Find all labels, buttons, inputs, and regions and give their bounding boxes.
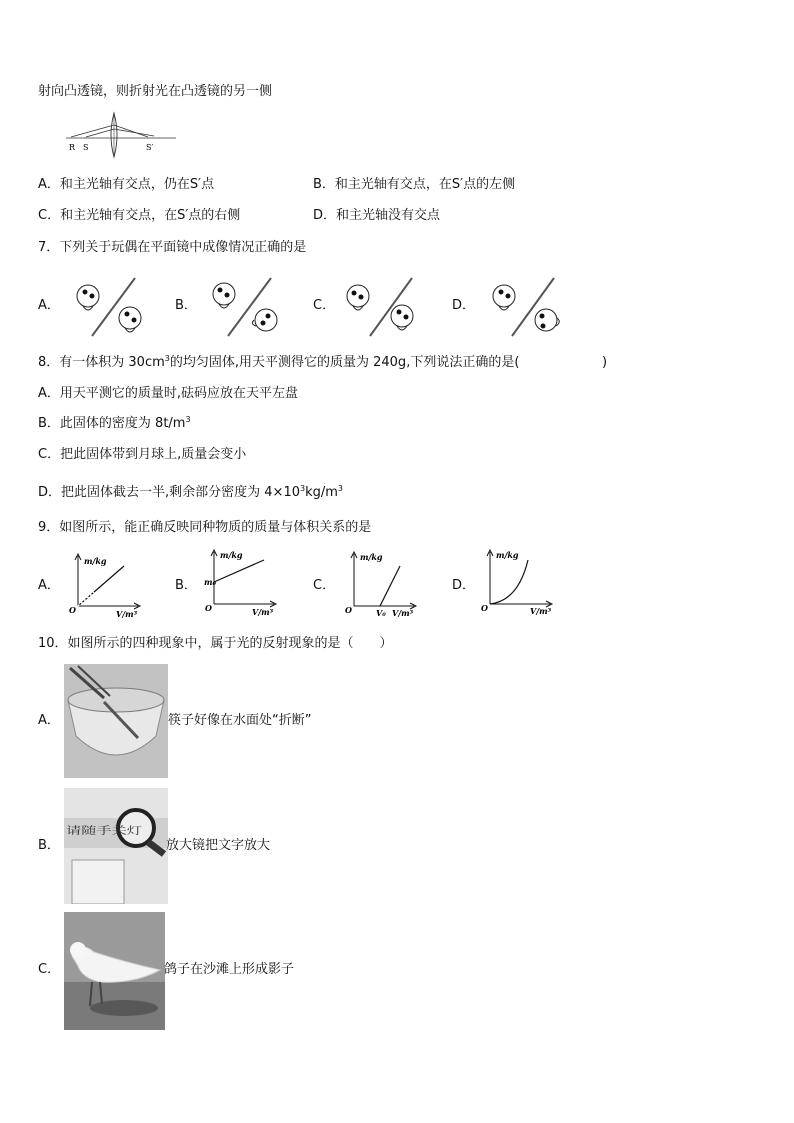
q8-option-b-text: B．此固体的密度为 8t/m [38,416,186,431]
lens-ray-diagram [66,110,176,160]
q10-option-c-text: 鸽子在沙滩上形成影子 [164,962,295,977]
q10-stem: 10．如图所示的四种现象中，属于光的反射现象的是（ ） [38,636,393,651]
mass-volume-graph-a [66,550,146,620]
q9-stem: 9．如图所示，能正确反映同种物质的质量与体积关系的是 [38,520,372,535]
q10-option-a-label: A． [38,713,60,728]
q8-option-d-unit: kg/m [305,485,338,500]
q6-option-a: A．和主光轴有交点，仍在S′点 [38,177,215,192]
q8-option-a: A．用天平测它的质量时,砝码应放在天平左盘 [38,386,299,401]
mirror-figure-b [206,276,296,336]
q8-option-d-sup2: 3 [337,484,343,493]
axis-x-label: V/m³ [116,609,138,619]
q10-option-b-label: B． [38,838,60,853]
q8-stem-pre: 8．有一体积为 30cm [38,355,165,370]
sign-text: 请随手关灯 [66,826,116,837]
axis-y-label: m/kg [360,552,383,562]
axis-y-label: m/kg [496,550,519,560]
q9-option-b-label: B． [175,578,197,593]
q10-option-c-label: C． [38,962,61,977]
chopsticks-bowl-photo [64,664,168,778]
q8-stem-close: ) [602,355,608,370]
mirror-figure-c [340,276,430,336]
pigeon-shadow-photo [64,912,165,1030]
q9-option-a-label: A． [38,578,60,593]
q9-option-c-label: C． [313,578,336,593]
q7-option-b-label: B． [175,298,197,313]
point-s-prime-label: S′ [146,143,154,152]
q7-option-d-label: D． [452,298,476,313]
q6-stem-tail: 射向凸透镜，则折射光在凸透镜的另一侧 [38,84,273,99]
axis-x-label: V/m³ [530,606,552,616]
q8-option-d-text: D．把此固体截去一半,剩余部分密度为 4×10 [38,485,300,500]
point-s-label: S [83,143,89,152]
q8-option-b [38,416,191,432]
origin-label: O [69,605,76,615]
axis-x-label: V/m³ [252,607,274,617]
q8-option-d-sup: 3 [299,484,306,493]
m0-label: m₀ [204,577,216,587]
q9-option-d-label: D． [452,578,476,593]
q6-option-d: D．和主光轴没有交点 [313,208,441,223]
axis-x-label: V/m³ [392,608,414,618]
mirror-figure-a [70,276,160,336]
q8-stem-post: 的均匀固体,用天平测得它的质量为 240g,下列说法正确的是( [169,355,520,370]
mass-volume-graph-b [202,546,282,616]
q7-stem: 7．下列关于玩偶在平面镜中成像情况正确的是 [38,240,307,255]
q8-stem [38,355,519,371]
q7-option-c-label: C． [313,298,336,313]
magnifier-sign-photo [64,788,168,904]
origin-label: O [481,603,488,613]
q8-stem-sup: 3 [164,354,170,363]
mass-volume-graph-d [478,546,558,616]
q10-option-a-text: 筷子好像在水面处“折断” [168,713,312,728]
mass-volume-graph-c [342,548,422,618]
mirror-figure-d [486,276,576,336]
point-r-label: R [69,143,76,152]
v0-label: V₀ [376,608,386,618]
q7-option-a-label: A． [38,298,60,313]
q8-option-d [38,485,343,501]
axis-y-label: m/kg [220,550,243,560]
origin-label: O [205,603,212,613]
q8-option-b-sup: 3 [185,415,191,424]
q6-option-b: B．和主光轴有交点，在S′点的左侧 [313,177,516,192]
q10-option-b-text: 放大镜把文字放大 [166,838,271,853]
origin-label: O [345,605,352,615]
q6-option-c: C．和主光轴有交点，在S′点的右侧 [38,208,241,223]
q8-option-c: C．把此固体带到月球上,质量会变小 [38,447,247,462]
axis-y-label: m/kg [84,556,107,566]
